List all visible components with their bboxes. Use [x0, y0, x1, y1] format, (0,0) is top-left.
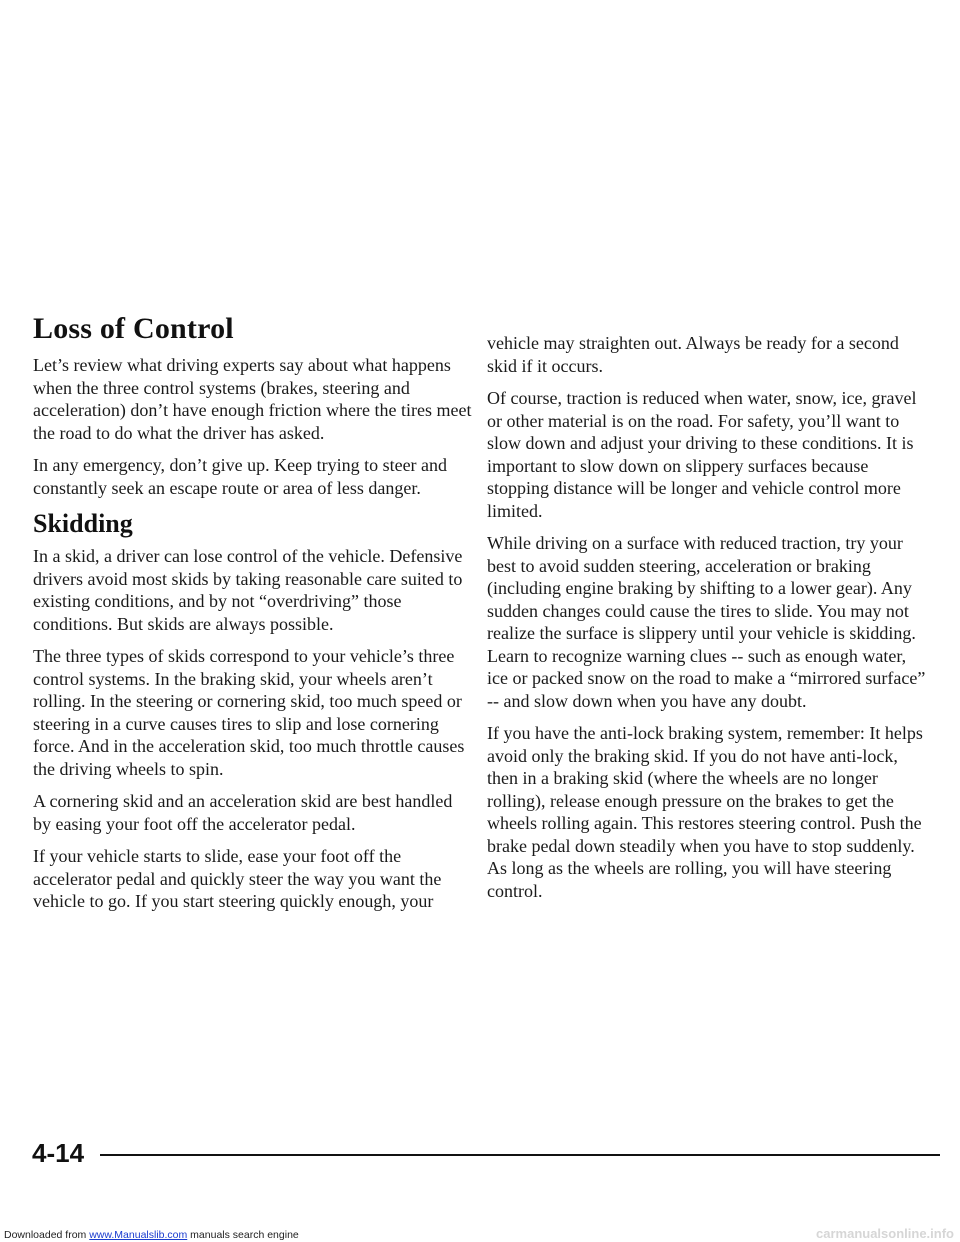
paragraph: While driving on a surface with reduced traction, try your best to avoid sudden steering, acceleration or braking (including engine braking by shifting to a lower gear). Any sudden changes could cause the tires to slide. You may not realize the surface is slippery until your vehicle is skidding. Learn to recognize warning clues -- such as enough water, ice or packed snow on the road to make a “mirrored surface” -- and slow down when you have any doubt. [487, 533, 926, 711]
paragraph: In any emergency, don’t give up. Keep trying to steer and constantly seek an escape route or area of less danger. [33, 455, 448, 498]
paragraph: In a skid, a driver can lose control of the vehicle. Defensive drivers avoid most skids by taking reasonable care suited to existing conditions, and by not “overdriving” those conditions. But skids are always possible. [33, 546, 463, 634]
paragraph: If you have the anti-lock braking system, remember: It helps avoid only the braking skid. If you do not have anti-lock, then in a braking skid (where the wheels are no longer rolling), release enough pressure on the brakes to get the wheels rolling again. This restores steering control. Push the brake pedal down steadily when you have to stop suddenly. As long as the wheels are rolling, you will have steering control. [487, 723, 923, 901]
download-prefix: Downloaded from [4, 1229, 90, 1241]
left-column [33, 312, 473, 923]
paragraph: If your vehicle starts to slide, ease your foot off the accelerator pedal and quickly steer the way you want the vehicle to go. If you start steering quickly enough, your [33, 846, 442, 911]
subsection-title: Skidding [33, 509, 133, 538]
page-number: 4-14 [32, 1138, 85, 1168]
section-title: Loss of Control [33, 312, 234, 345]
footer-divider [100, 1154, 940, 1156]
download-suffix: manuals search engine [187, 1229, 299, 1241]
paragraph: Of course, traction is reduced when water, snow, ice, gravel or other material is on the road. For safety, you’ll want to slow down and adjust your driving to these conditions. It is important to slow down on slippery surfaces because stopping distance will be longer and vehicle control more limited. [487, 388, 917, 521]
right-column [487, 332, 927, 912]
paragraph: vehicle may straighten out. Always be ready for a second skid if it occurs. [487, 333, 899, 376]
manualslib-link[interactable]: www.Manualslib.com [89, 1229, 188, 1241]
paragraph: A cornering skid and an acceleration skid are best handled by easing your foot off the accelerator pedal. [33, 791, 453, 834]
download-source-line [4, 1229, 299, 1241]
watermark: carmanualsonline.info [816, 1226, 954, 1241]
paragraph: The three types of skids correspond to your vehicle’s three control systems. In the braking skid, your wheels aren’t rolling. In the steering or cornering skid, too much speed or steering in a curve causes tires to slip and lose cornering force. And in the acceleration skid, too much throttle causes the driving wheels to spin. [33, 646, 465, 779]
paragraph: Let’s review what driving experts say about what happens when the three control systems (brakes, steering and acceleration) don’t have enough friction where the tires meet the road to do what the driver has asked. [33, 355, 472, 443]
